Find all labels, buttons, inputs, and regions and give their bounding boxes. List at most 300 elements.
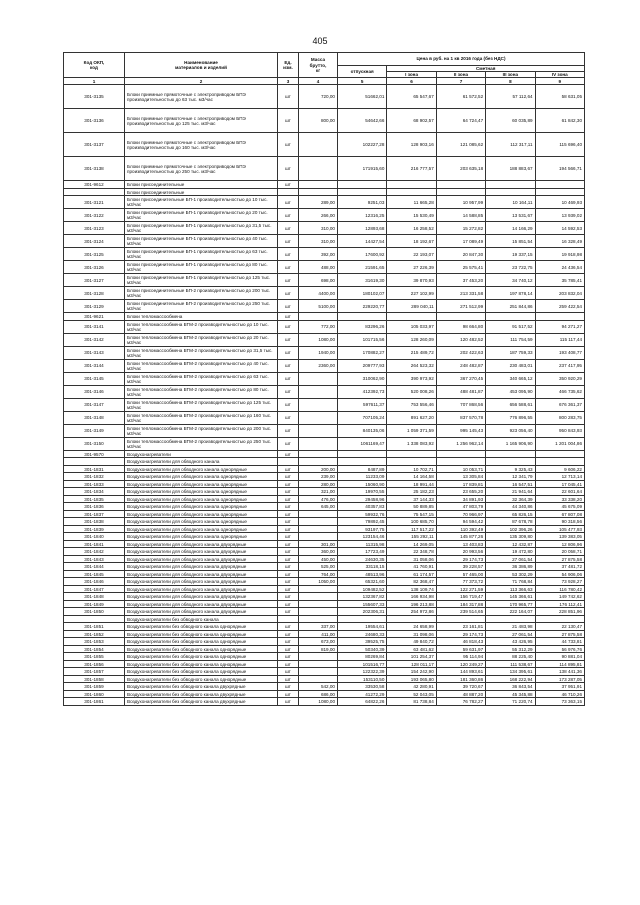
table-cell: 542,00 (299, 683, 338, 691)
table-cell: Воздухонагреватели без обводного канала однорядные (125, 668, 278, 676)
table-row (64, 638, 585, 646)
table-cell: 166 934,98 (387, 593, 436, 601)
table-cell: 301-1854 (64, 645, 125, 653)
table-cell: 24 436,54 (535, 261, 584, 274)
table-cell: Воздухонагреватели для обводного канала однорядные (125, 465, 278, 473)
table-cell: 764,00 (299, 570, 338, 578)
table-cell: 301-3144 (64, 359, 125, 372)
table-cell: 98 664,80 (436, 320, 485, 333)
table-cell: Блоки приемные прямоточные с электроприводом БПЭ производительностью до 250 тыс. м3/час (125, 157, 278, 181)
table-row (64, 593, 585, 601)
table-cell: 12893,68 (338, 222, 387, 235)
table-cell: 61 174,57 (387, 570, 436, 578)
table-cell: 70 966,97 (436, 510, 485, 518)
table-cell: 280,00 (299, 480, 338, 488)
table-cell: 82 368,47 (387, 578, 436, 586)
table-row (64, 555, 585, 563)
table-cell: Блоки тепломассообмена БТМ-2 производительностью до 63 тыс. м3/час (125, 372, 278, 385)
table-cell: 19 337,15 (486, 248, 535, 261)
table-cell: 16 328,49 (535, 235, 584, 248)
table-cell: Воздухонагреватели без обводного канала двухрядные (125, 683, 278, 691)
table-cell: 301-9612 (64, 181, 125, 189)
table-cell: 65 826,15 (486, 510, 535, 518)
header-mass: Масса брутто, кг (299, 53, 338, 78)
table-cell: Блоки приемные прямоточные с электроприводом БПЭ производительностью до 125 тыс. м3/час (125, 109, 278, 133)
table-cell: 36 843,54 (486, 683, 535, 691)
table-cell: 22 130,47 (535, 623, 584, 631)
table-cell: 776 896,55 (486, 411, 535, 424)
table-cell: 57 112,64 (486, 85, 535, 109)
table-cell: 21591,65 (338, 261, 387, 274)
table-cell: 63 481,62 (387, 645, 436, 653)
table-cell: 673,00 (299, 638, 338, 646)
table-cell: 46 818,43 (436, 638, 485, 646)
table-cell: 15 272,82 (436, 222, 485, 235)
table-cell: шт (278, 690, 299, 698)
table-cell (64, 615, 125, 623)
header-code: Код ОКП, код (64, 53, 125, 78)
table-cell (299, 372, 338, 385)
table-cell: 525,00 (299, 563, 338, 571)
table-row (64, 660, 585, 668)
table-cell: 184 317,88 (436, 600, 485, 608)
table-cell: 520 008,26 (387, 385, 436, 398)
table-cell: 41 760,91 (387, 563, 436, 571)
table-row (64, 196, 585, 209)
table-cell: 123154,46 (338, 533, 387, 541)
table-row (64, 411, 585, 424)
table-cell: 301-1836 (64, 503, 125, 511)
table-cell: 194 566,71 (535, 157, 584, 181)
table-cell: 83296,26 (338, 320, 387, 333)
table-cell: 116 780,42 (535, 585, 584, 593)
table-cell: 301-1849 (64, 600, 125, 608)
table-cell: 840135,06 (338, 424, 387, 437)
table-cell: 301-1837 (64, 510, 125, 518)
table-cell: 24630,35 (338, 555, 387, 563)
table-cell: 21 941,64 (486, 488, 535, 496)
table-row (64, 510, 585, 518)
table-cell: 264 523,32 (387, 359, 436, 372)
table-cell: 37 453,20 (436, 274, 485, 287)
table-cell: 367 270,45 (436, 372, 485, 385)
table-cell: 301-9621 (64, 313, 125, 321)
table-cell: Воздухонагреватели без обводного канала однорядные (125, 653, 278, 661)
table-row (64, 608, 585, 616)
table-cell: 301-1861 (64, 698, 125, 706)
table-cell: 13 403,83 (436, 540, 485, 548)
table-cell: 1050,00 (299, 578, 338, 586)
table-cell: 229220,77 (338, 300, 387, 313)
table-cell: шт (278, 248, 299, 261)
table-cell: 301-3148 (64, 411, 125, 424)
table-cell: 109482,52 (338, 585, 387, 593)
table-cell: 4400,00 (299, 287, 338, 300)
table-cell: 707 868,56 (436, 398, 485, 411)
table-row (64, 346, 585, 359)
table-cell: 753 556,46 (387, 398, 436, 411)
table-cell: 144 893,61 (436, 668, 485, 676)
table-cell: 950 843,93 (535, 424, 584, 437)
table-cell: шт (278, 133, 299, 157)
table-cell: 171915,60 (338, 157, 387, 181)
table-cell: 686,00 (299, 690, 338, 698)
table-cell: 10 053,71 (436, 465, 485, 473)
table-cell: 181 360,86 (436, 675, 485, 683)
table-cell: Блоки тепломассообмена БТМ-2 производительностью до 160 тыс. м3/час (125, 411, 278, 424)
table-cell: 10 957,99 (436, 196, 485, 209)
table-cell: 301-1855 (64, 653, 125, 661)
table-cell: 111 538,67 (486, 660, 535, 668)
table-cell: шт (278, 555, 299, 563)
table-cell: 800 283,75 (535, 411, 584, 424)
table-cell: 10 469,93 (535, 196, 584, 209)
table-cell: 112 317,11 (486, 133, 535, 157)
table-cell: 13 531,67 (486, 209, 535, 222)
table-cell (387, 313, 436, 321)
table-cell: 301-1851 (64, 623, 125, 631)
col-number: 7 (436, 78, 485, 85)
table-cell: шт (278, 525, 299, 533)
table-row (64, 533, 585, 541)
table-cell: Блоки присоединительные БП-1 производительностью до 63 тыс. м3/час (125, 248, 278, 261)
table-cell: Воздухонагреватели для обводного канала двухрядные (125, 570, 278, 578)
table-cell: 321,00 (299, 488, 338, 496)
table-cell: 301-3121 (64, 196, 125, 209)
table-cell: 94 594,42 (436, 518, 485, 526)
table-cell (338, 188, 387, 196)
header-unit: Ед. изм. (278, 53, 299, 78)
table-cell: шт (278, 533, 299, 541)
table-cell: 392,00 (299, 248, 338, 261)
table-cell: 1 059 371,59 (387, 424, 436, 437)
table-cell: Блоки тепломассообмена (125, 313, 278, 321)
table-cell: Блоки приемные прямоточные с электроприводом БПЭ производительностью до 160 тыс. м3/час (125, 133, 278, 157)
table-cell: 301-1857 (64, 668, 125, 676)
table-cell: Блоки тепломассообмена БТМ-2 производительностью до 200 тыс. м3/час (125, 424, 278, 437)
table-cell (299, 133, 338, 157)
table-cell: шт (278, 181, 299, 189)
table-cell: 20 847,30 (436, 248, 485, 261)
table-cell: 105 477,93 (535, 525, 584, 533)
table-cell: 12316,25 (338, 209, 387, 222)
header-estimate: Сметная (387, 66, 585, 72)
table-cell: шт (278, 235, 299, 248)
table-cell: 88 225,40 (486, 653, 535, 661)
table-cell: шт (278, 372, 299, 385)
table-cell (486, 615, 535, 623)
table-cell (64, 188, 125, 196)
table-cell: шт (278, 480, 299, 488)
col-number: 3 (278, 78, 299, 85)
table-cell: шт (278, 495, 299, 503)
table-cell: 15 851,54 (486, 235, 535, 248)
table-cell: 12 713,14 (535, 473, 584, 481)
table-cell (299, 675, 338, 683)
table-cell: шт (278, 638, 299, 646)
table-cell: Воздухонагреватели без обводного канала однорядные (125, 645, 278, 653)
table-cell: шт (278, 660, 299, 668)
table-row (64, 398, 585, 411)
table-cell: 101516,77 (338, 660, 387, 668)
table-cell: 16 547,51 (486, 480, 535, 488)
table-cell: 411,00 (299, 630, 338, 638)
table-cell: Блоки приемные прямоточные с электроприводом БПЭ производительностью до 63 тыс. м3/час (125, 85, 278, 109)
table-cell: 27 061,54 (486, 630, 535, 638)
table-cell: шт (278, 411, 299, 424)
table-cell: Блоки тепломассообмена БТМ-2 производительностью до 250 тыс. м3/час (125, 437, 278, 450)
table-row (64, 248, 585, 261)
table-cell: 360,00 (299, 548, 338, 556)
table-cell: 76 782,27 (436, 698, 485, 706)
table-cell: шт (278, 540, 299, 548)
table-cell (338, 615, 387, 623)
table-cell (436, 181, 485, 189)
header-price-title: Цена в руб. на 1 кв 2016 года (без НДС) (338, 53, 585, 66)
table-cell: 33530,58 (338, 683, 387, 691)
table-cell: 45 675,09 (535, 503, 584, 511)
table-cell: 22 348,78 (387, 548, 436, 556)
table-cell: 301-1853 (64, 638, 125, 646)
table-cell: Воздухонагреватели для обводного канала однорядные (125, 488, 278, 496)
table-cell: Блоки тепломассообмена БТМ-2 производительностью до 80 тыс. м3/час (125, 385, 278, 398)
col-number: 9 (535, 78, 584, 85)
table-cell: 301-3129 (64, 300, 125, 313)
table-cell: Блоки тепломассообмена БТМ-2 производительностью до 31,5 тыс. м3/час (125, 346, 278, 359)
table-cell: 450,00 (299, 555, 338, 563)
table-cell (278, 615, 299, 623)
table-cell: 412392,73 (338, 385, 387, 398)
table-cell: 337,00 (299, 623, 338, 631)
table-cell: 81 738,84 (387, 698, 436, 706)
table-cell: 14427,54 (338, 235, 387, 248)
table-cell (387, 181, 436, 189)
table-cell: 301-3123 (64, 222, 125, 235)
table-cell: 228 851,96 (535, 608, 584, 616)
table-cell (338, 181, 387, 189)
table-cell (338, 313, 387, 321)
table-cell: 34 740,12 (486, 274, 535, 287)
table-cell: Воздухонагреватели для обводного канала (125, 458, 278, 466)
table-cell (299, 411, 338, 424)
table-cell: шт (278, 608, 299, 616)
table-cell: 12 432,87 (486, 540, 535, 548)
table-cell: 301-3135 (64, 85, 125, 109)
table-cell: 73 363,15 (535, 698, 584, 706)
table-row (64, 675, 585, 683)
table-cell: 173 287,05 (535, 675, 584, 683)
table-cell: 110 392,49 (436, 525, 485, 533)
table-cell: 837 570,78 (436, 411, 485, 424)
table-cell: 21 483,98 (486, 623, 535, 631)
table-cell (64, 458, 125, 466)
table-cell: 23 722,75 (486, 261, 535, 274)
table-cell (535, 458, 584, 466)
page-number: 405 (312, 36, 328, 46)
header-zone4: IV зона (535, 72, 584, 78)
table-cell: 301-3143 (64, 346, 125, 359)
table-cell (486, 181, 535, 189)
table-cell: 350 920,29 (535, 372, 584, 385)
table-cell: 266,00 (299, 209, 338, 222)
table-row (64, 437, 585, 450)
table-row (64, 372, 585, 385)
table-cell: 301-1858 (64, 675, 125, 683)
table-cell: 25 182,23 (387, 488, 436, 496)
table-cell: 301-3149 (64, 424, 125, 437)
table-row (64, 222, 585, 235)
table-cell (299, 660, 338, 668)
col-number: 1 (64, 78, 125, 85)
table-row (64, 424, 585, 437)
table-cell: 52 043,05 (387, 690, 436, 698)
table-cell: 19970,55 (338, 488, 387, 496)
table-cell: 19 472,80 (486, 548, 535, 556)
table-cell: 19 918,98 (535, 248, 584, 261)
table-cell: Воздухонагреватели для обводного канала однорядные (125, 495, 278, 503)
table-cell: 44 340,86 (486, 503, 535, 511)
header-release: отпускная (338, 66, 387, 78)
table-cell: 180102,07 (338, 287, 387, 300)
table-cell: 55 312,29 (486, 645, 535, 653)
table-cell: 39 870,93 (387, 274, 436, 287)
table-cell: 120 249,27 (436, 660, 485, 668)
table-row (64, 540, 585, 548)
table-cell: 170882,27 (338, 346, 387, 359)
table-cell: Блоки тепломассообмена БТМ-2 производительностью до 40 тыс. м3/час (125, 359, 278, 372)
table-row (64, 300, 585, 313)
table-cell: 102 396,26 (486, 525, 535, 533)
table-cell (299, 615, 338, 623)
table-cell: 200,00 (299, 465, 338, 473)
table-cell: 101 254,37 (387, 653, 436, 661)
table-cell: 656 588,61 (486, 398, 535, 411)
table-cell: 301-1850 (64, 608, 125, 616)
table-cell: 271 512,99 (436, 300, 485, 313)
table-cell: 37 951,91 (535, 683, 584, 691)
table-body (64, 85, 585, 706)
price-table (63, 52, 585, 706)
table-cell: 64 724,47 (436, 109, 485, 133)
table-cell: 29 174,73 (436, 555, 485, 563)
table-cell: 301-1844 (64, 563, 125, 571)
table-cell: 301-3127 (64, 274, 125, 287)
table-cell: 36 386,89 (486, 563, 535, 571)
table-cell: 1 201 004,86 (535, 437, 584, 450)
table-cell: 301-1834 (64, 488, 125, 496)
table-cell: 251 844,86 (486, 300, 535, 313)
table-cell: 34 891,93 (436, 495, 485, 503)
col-number: 2 (125, 78, 278, 85)
table-cell: 301-1839 (64, 525, 125, 533)
table-cell: 67 807,08 (535, 510, 584, 518)
table-cell: 39 720,67 (436, 683, 485, 691)
table-cell: 111 754,59 (486, 333, 535, 346)
table-cell: 188 883,67 (486, 157, 535, 181)
table-cell: 155 292,11 (387, 533, 436, 541)
table-cell (299, 181, 338, 189)
table-cell: 95 114,94 (436, 653, 485, 661)
table-cell: шт (278, 300, 299, 313)
table-cell: 29458,96 (338, 495, 387, 503)
table-cell: 29 174,73 (436, 630, 485, 638)
section-row (64, 313, 585, 321)
table-cell: Блоки присоединительные БП-2 производительностью до 200 тыс. м3/час (125, 287, 278, 300)
table-cell (338, 450, 387, 458)
table-row (64, 630, 585, 638)
table-cell: 597611,37 (338, 398, 387, 411)
table-cell (299, 157, 338, 181)
table-cell: 301-3146 (64, 385, 125, 398)
table-cell: 122 271,59 (436, 585, 485, 593)
table-row (64, 320, 585, 333)
table-cell: 37 144,33 (387, 495, 436, 503)
table-cell: 31 098,06 (387, 630, 436, 638)
table-cell (299, 385, 338, 398)
table-row (64, 287, 585, 300)
table-cell: 37 481,72 (535, 563, 584, 571)
table-row (64, 668, 585, 676)
table-cell: Блоки присоединительные БП-1 производительностью до 10 тыс. м3/час (125, 196, 278, 209)
table-cell: 93197,75 (338, 525, 387, 533)
table-cell: Блоки тепломассообмена БТМ-2 производительностью до 20 тыс. м3/час (125, 333, 278, 346)
table-cell: 24680,33 (338, 630, 387, 638)
table-cell: 9 325,43 (486, 465, 535, 473)
table-cell: 1080,00 (299, 333, 338, 346)
table-cell: 45 345,88 (486, 690, 535, 698)
table-cell: 115 696,40 (535, 133, 584, 157)
col-number: 8 (486, 78, 535, 85)
table-row (64, 495, 585, 503)
table-cell (299, 398, 338, 411)
table-cell (535, 313, 584, 321)
table-cell: 91 517,52 (486, 320, 535, 333)
table-cell: шт (278, 385, 299, 398)
table-cell (535, 188, 584, 196)
table-cell: 301-1838 (64, 518, 125, 526)
table-cell: 154 242,90 (387, 668, 436, 676)
table-row (64, 333, 585, 346)
table-cell: шт (278, 333, 299, 346)
table-cell: 390 973,92 (387, 372, 436, 385)
table-cell: 14 588,85 (436, 209, 485, 222)
table-cell: 80269,84 (338, 653, 387, 661)
table-cell: Воздухонагреватели для обводного канала двухрядные (125, 548, 278, 556)
table-row (64, 570, 585, 578)
table-cell: шт (278, 209, 299, 222)
table-cell: 51662,01 (338, 85, 387, 109)
table-cell (299, 653, 338, 661)
table-cell: шт (278, 109, 299, 133)
table-cell: 698,00 (299, 274, 338, 287)
table-cell: 8487,89 (338, 465, 387, 473)
col-number: 4 (299, 78, 338, 85)
table-cell: 18 991,44 (387, 480, 436, 488)
table-cell: 47 803,79 (436, 503, 485, 511)
table-cell: 301-1840 (64, 533, 125, 541)
table-cell: 301-1856 (64, 660, 125, 668)
table-cell: 17600,92 (338, 248, 387, 261)
table-cell: 301-1835 (64, 495, 125, 503)
table-cell: шт (278, 157, 299, 181)
table-cell: 65 547,67 (387, 85, 436, 109)
table-cell: 64822,26 (338, 698, 387, 706)
table-cell: 891 627,20 (387, 411, 436, 424)
table-cell (299, 424, 338, 437)
table-cell: Блоки присоединительные (125, 181, 278, 189)
table-cell: 10 164,11 (486, 196, 535, 209)
table-cell: 1080,00 (299, 698, 338, 706)
